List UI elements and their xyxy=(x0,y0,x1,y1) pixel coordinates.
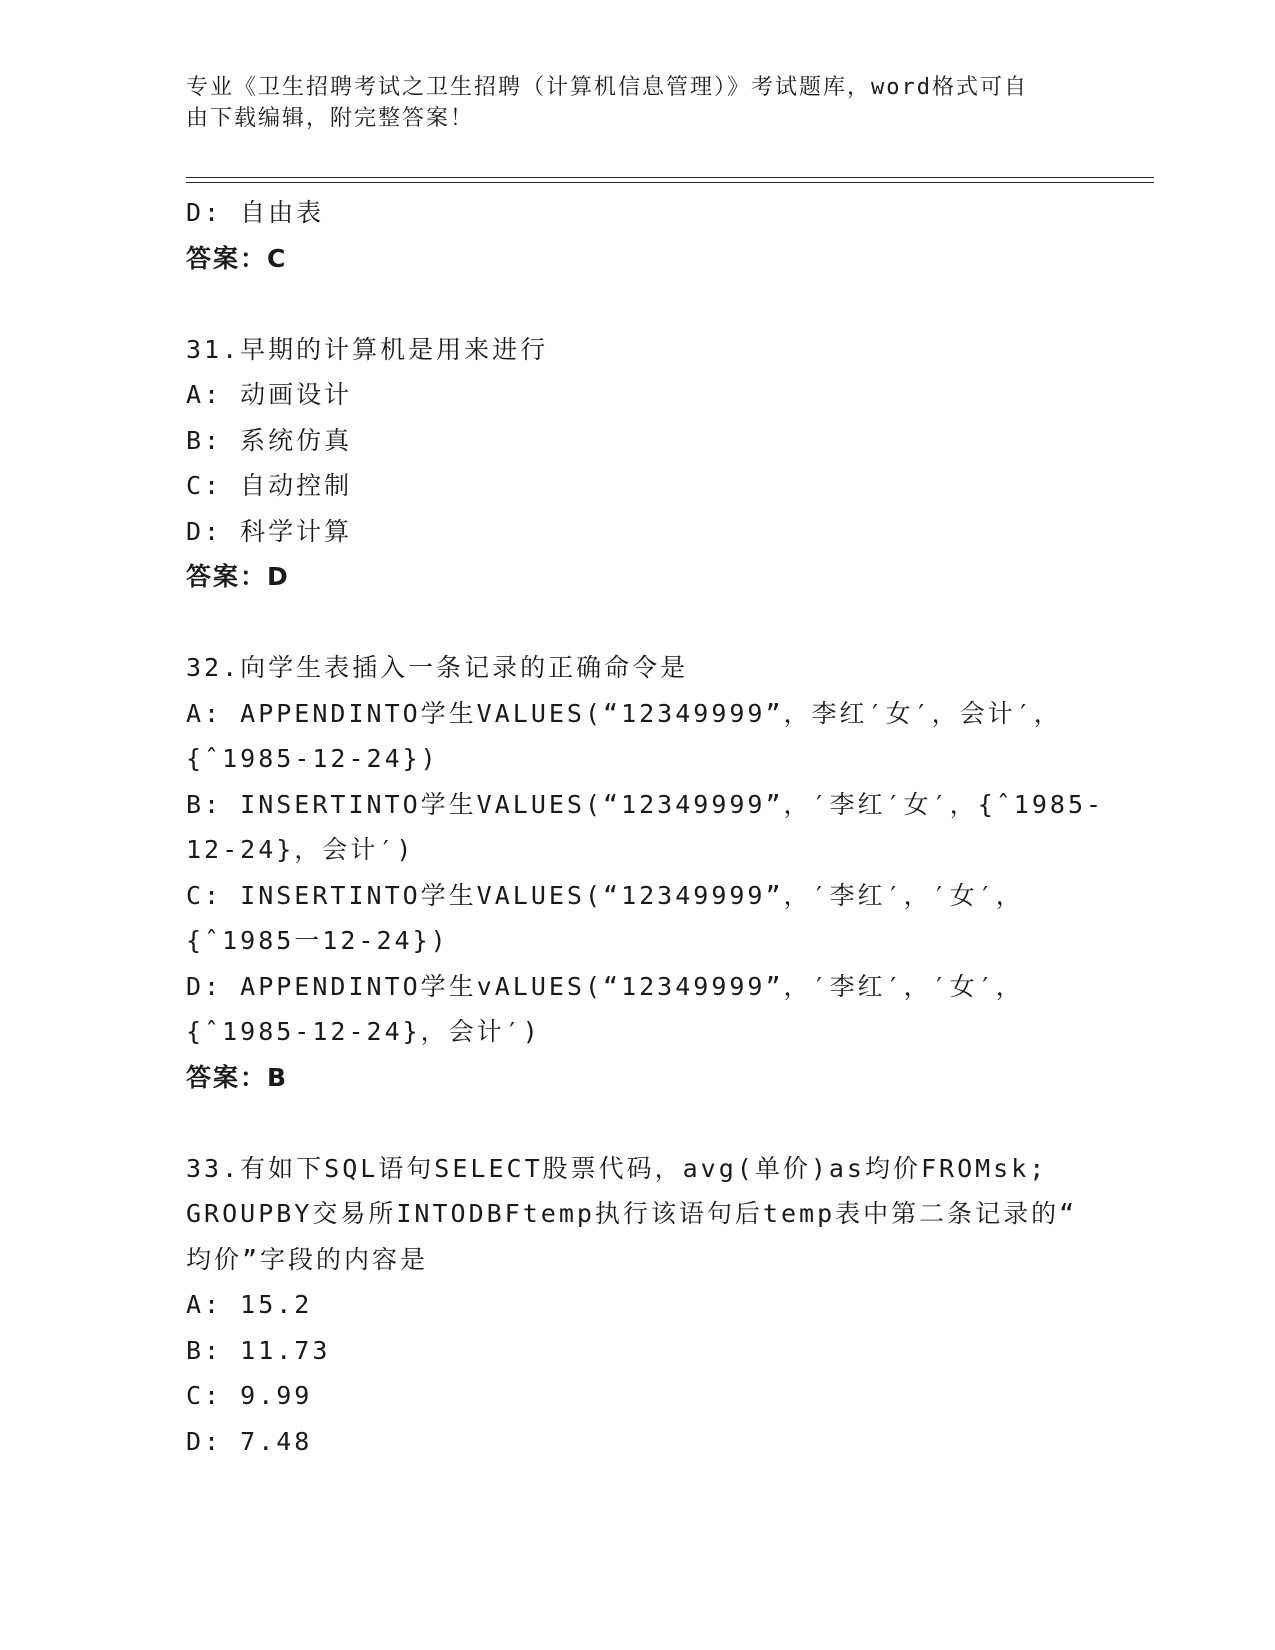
question-stem: 32.向学生表插入一条记录的正确命令是 xyxy=(186,653,689,682)
option-a: A: 15.2 xyxy=(186,1290,313,1319)
question-32 xyxy=(186,645,1105,1100)
question-33 xyxy=(186,1146,1078,1465)
option-b: B: 11.73 xyxy=(186,1335,331,1365)
question-stem: 33.有如下SQL语句SELECT股票代码，avg(单价)as均价FROMsk; xyxy=(186,1153,1048,1183)
header-rule-bottom xyxy=(186,182,1154,183)
question-stem: 31.早期的计算机是用来进行 xyxy=(186,334,549,364)
option-d-continued: {ˆ1985-12-24}，会计′) xyxy=(186,1017,541,1046)
answer-line: 答案：D xyxy=(186,562,290,591)
option-b: B: INSERTINTO学生VALUES(“12349999”，′李红′女′，{ˆ1985- xyxy=(186,789,1105,819)
question-list xyxy=(186,190,1105,1464)
question-stem-continued: GROUPBY交易所INTODBFtemp执行该语句后temp表中第二条记录的“ xyxy=(186,1199,1078,1228)
option-a-continued: {ˆ1985-12-24}) xyxy=(186,744,439,773)
spacer xyxy=(186,281,1066,327)
option-a: A: APPENDINTO学生VALUES(“12349999”，李红′女′，会计′， xyxy=(186,698,1062,728)
answer-line: 答案：B xyxy=(186,1062,289,1092)
document-header xyxy=(186,72,1066,134)
option-d: D: 自由表 xyxy=(186,198,325,227)
header-line-1: 专业《卫生招聘考试之卫生招聘（计算机信息管理）》考试题库，word格式可自 xyxy=(186,75,1028,100)
spacer xyxy=(186,600,1066,646)
question-31 xyxy=(186,327,1066,600)
answer-line: 答案：C xyxy=(186,243,288,273)
option-d: D: 科学计算 xyxy=(186,516,353,546)
option-a: A: 动画设计 xyxy=(186,380,353,409)
option-c: C: INSERTINTO学生VALUES(“12349999”，′李红′，′女′， xyxy=(186,880,1024,910)
option-b: B: 系统仿真 xyxy=(186,425,353,455)
option-b-continued: 12-24}，会计′) xyxy=(186,835,415,864)
option-c: C: 9.99 xyxy=(186,1381,313,1410)
header-line-2: 由下载编辑，附完整答案！ xyxy=(186,106,475,131)
header-rule-top xyxy=(186,177,1154,178)
previous-question-tail xyxy=(186,190,1066,281)
question-stem-continued: 均价”字段的内容是 xyxy=(186,1244,429,1274)
option-d: D: APPENDINTO学生vALUES(“12349999”，′李红′，′女′， xyxy=(186,971,1024,1001)
option-c-continued: {ˆ1985一12-24}) xyxy=(186,926,449,955)
spacer xyxy=(186,1100,1066,1146)
option-d: D: 7.48 xyxy=(186,1426,313,1456)
option-c: C: 自动控制 xyxy=(186,471,353,500)
